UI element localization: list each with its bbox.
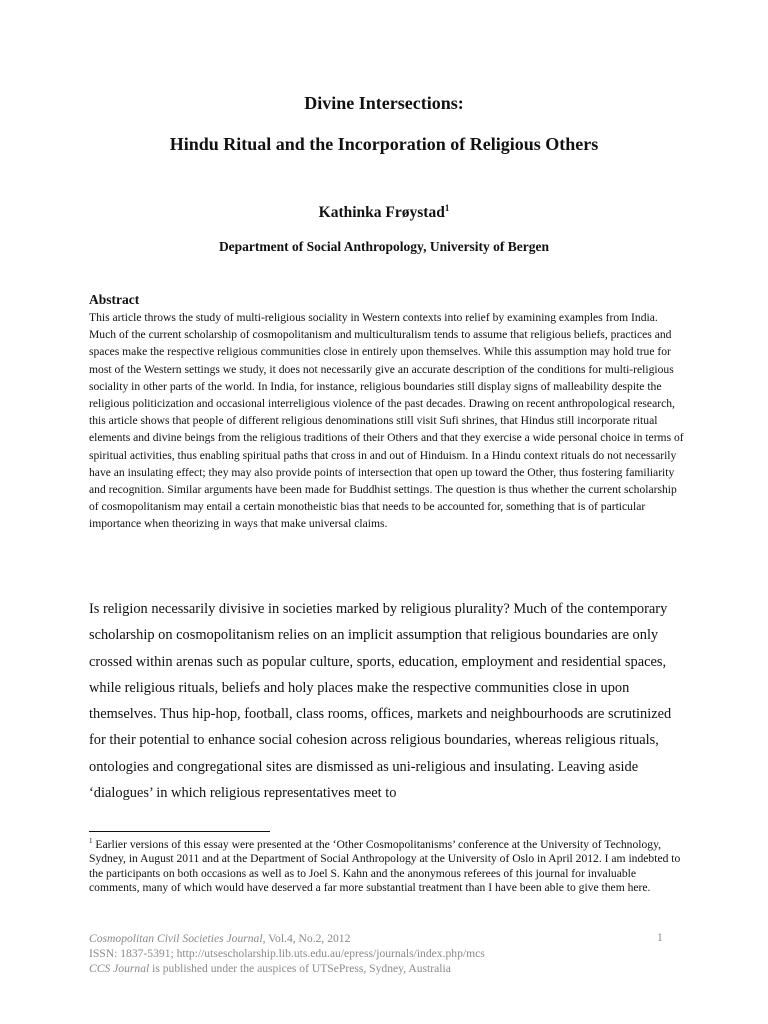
footer-issn-line: ISSN: 1837-5391; http://utsescholarship.lib.uts.edu.au/epress/journals/index.php/mcs	[89, 947, 485, 960]
footer-publisher-text: is published under the auspices of UTSePress, Sydney, Australia	[149, 962, 451, 975]
author-footnote-marker: 1	[444, 202, 450, 213]
abstract-heading: Abstract	[89, 292, 140, 307]
author-name	[0, 204, 768, 222]
body-paragraph: Is religion necessarily divisive in societies marked by religious plurality? Much of the contemporary scholarship on cosmopolitanism relies on an implicit assumption that religious boundaries are only crossed within arenas such as popular culture, sports, education, employment and residential spaces, while religious rituals, beliefs and holy places make the respective communities close in upon themselves. Thus hip-hop, football, class rooms, offices, markets and neighbourhoods are scrutinized for their potential to enhance social cohesion across religious boundaries, whereas religious rituals, ontologies and congregational sites are dismissed as uni-religious and insulating. Leaving aside ‘dialogues’ in which religious representatives meet to	[89, 601, 672, 802]
abstract-text: This article throws the study of multi-religious sociality in Western contexts into relief by examining examples from India. Much of the current scholarship of cosmopolitanism and multiculturalism tends to assume that religious beliefs, practices and spaces make the respective religious communities close in entirely upon themselves. While this assumption may hold true for most of the Western settings we study, it does not necessarily give an accurate description of the conditions for multi-religious sociality in other parts of the world. In India, for instance, religious boundaries still display signs of malleability despite the religious politicization and occasional interreligious violence of the past decades. Drawing on recent anthropological research, this article shows that people of different religious denominations still visit Sufi shrines, that Hindus still incorporate ritual elements and divine beings from the religious traditions of their Others and that they exercise a wide personal choice in terms of spiritual activities, thus enabling spiritual paths that cross in and out of Hinduism. In a Hindu context rituals do not necessarily have an insulating effect; they may also provide points of intersection that open up toward the Other, thus fostering familiarity and recognition. Similar arguments have been made for Buddhist settings. The question is thus whether the current scholarship of cosmopolitanism may entail a certain monotheistic bias that needs to be accounted for, something that is of particular importance when theorizing in ways that make universal claims.	[89, 311, 684, 531]
footer-volume-issue: , Vol.4, No.2, 2012	[262, 932, 351, 945]
footnote	[89, 838, 687, 896]
author-affiliation: Department of Social Anthropology, University of Bergen	[218, 239, 550, 254]
footer-journal-name: Cosmopolitan Civil Societies Journal	[89, 932, 263, 945]
footer-journal-short-name: CCS Journal	[89, 962, 150, 975]
footnote-divider	[89, 831, 270, 832]
author-name-text: Kathinka Frøystad	[318, 204, 445, 221]
footnote-marker: 1	[89, 837, 93, 846]
footer-publisher-line	[89, 961, 669, 976]
article-title-line2: Hindu Ritual and the Incorporation of Religious Others	[169, 134, 599, 154]
footnote-text: Earlier versions of this essay were presented at the ‘Other Cosmopolitanisms’ conference at the University of Technology, Sydney, in August 2011 and at the Department of Social Anthropology at the University of Oslo in April 2012. I am indebted to the participants on both occasions as well as to Joel S. Kahn and the anonymous referees of this journal for invaluable comments, many of which would have deserved a far more substantial treatment than I have been able to give them here.	[89, 838, 681, 895]
page-number: 1	[657, 931, 663, 944]
article-title-line1: Divine Intersections:	[304, 93, 464, 113]
page-footer	[89, 931, 669, 976]
footer-journal-line	[89, 931, 669, 946]
